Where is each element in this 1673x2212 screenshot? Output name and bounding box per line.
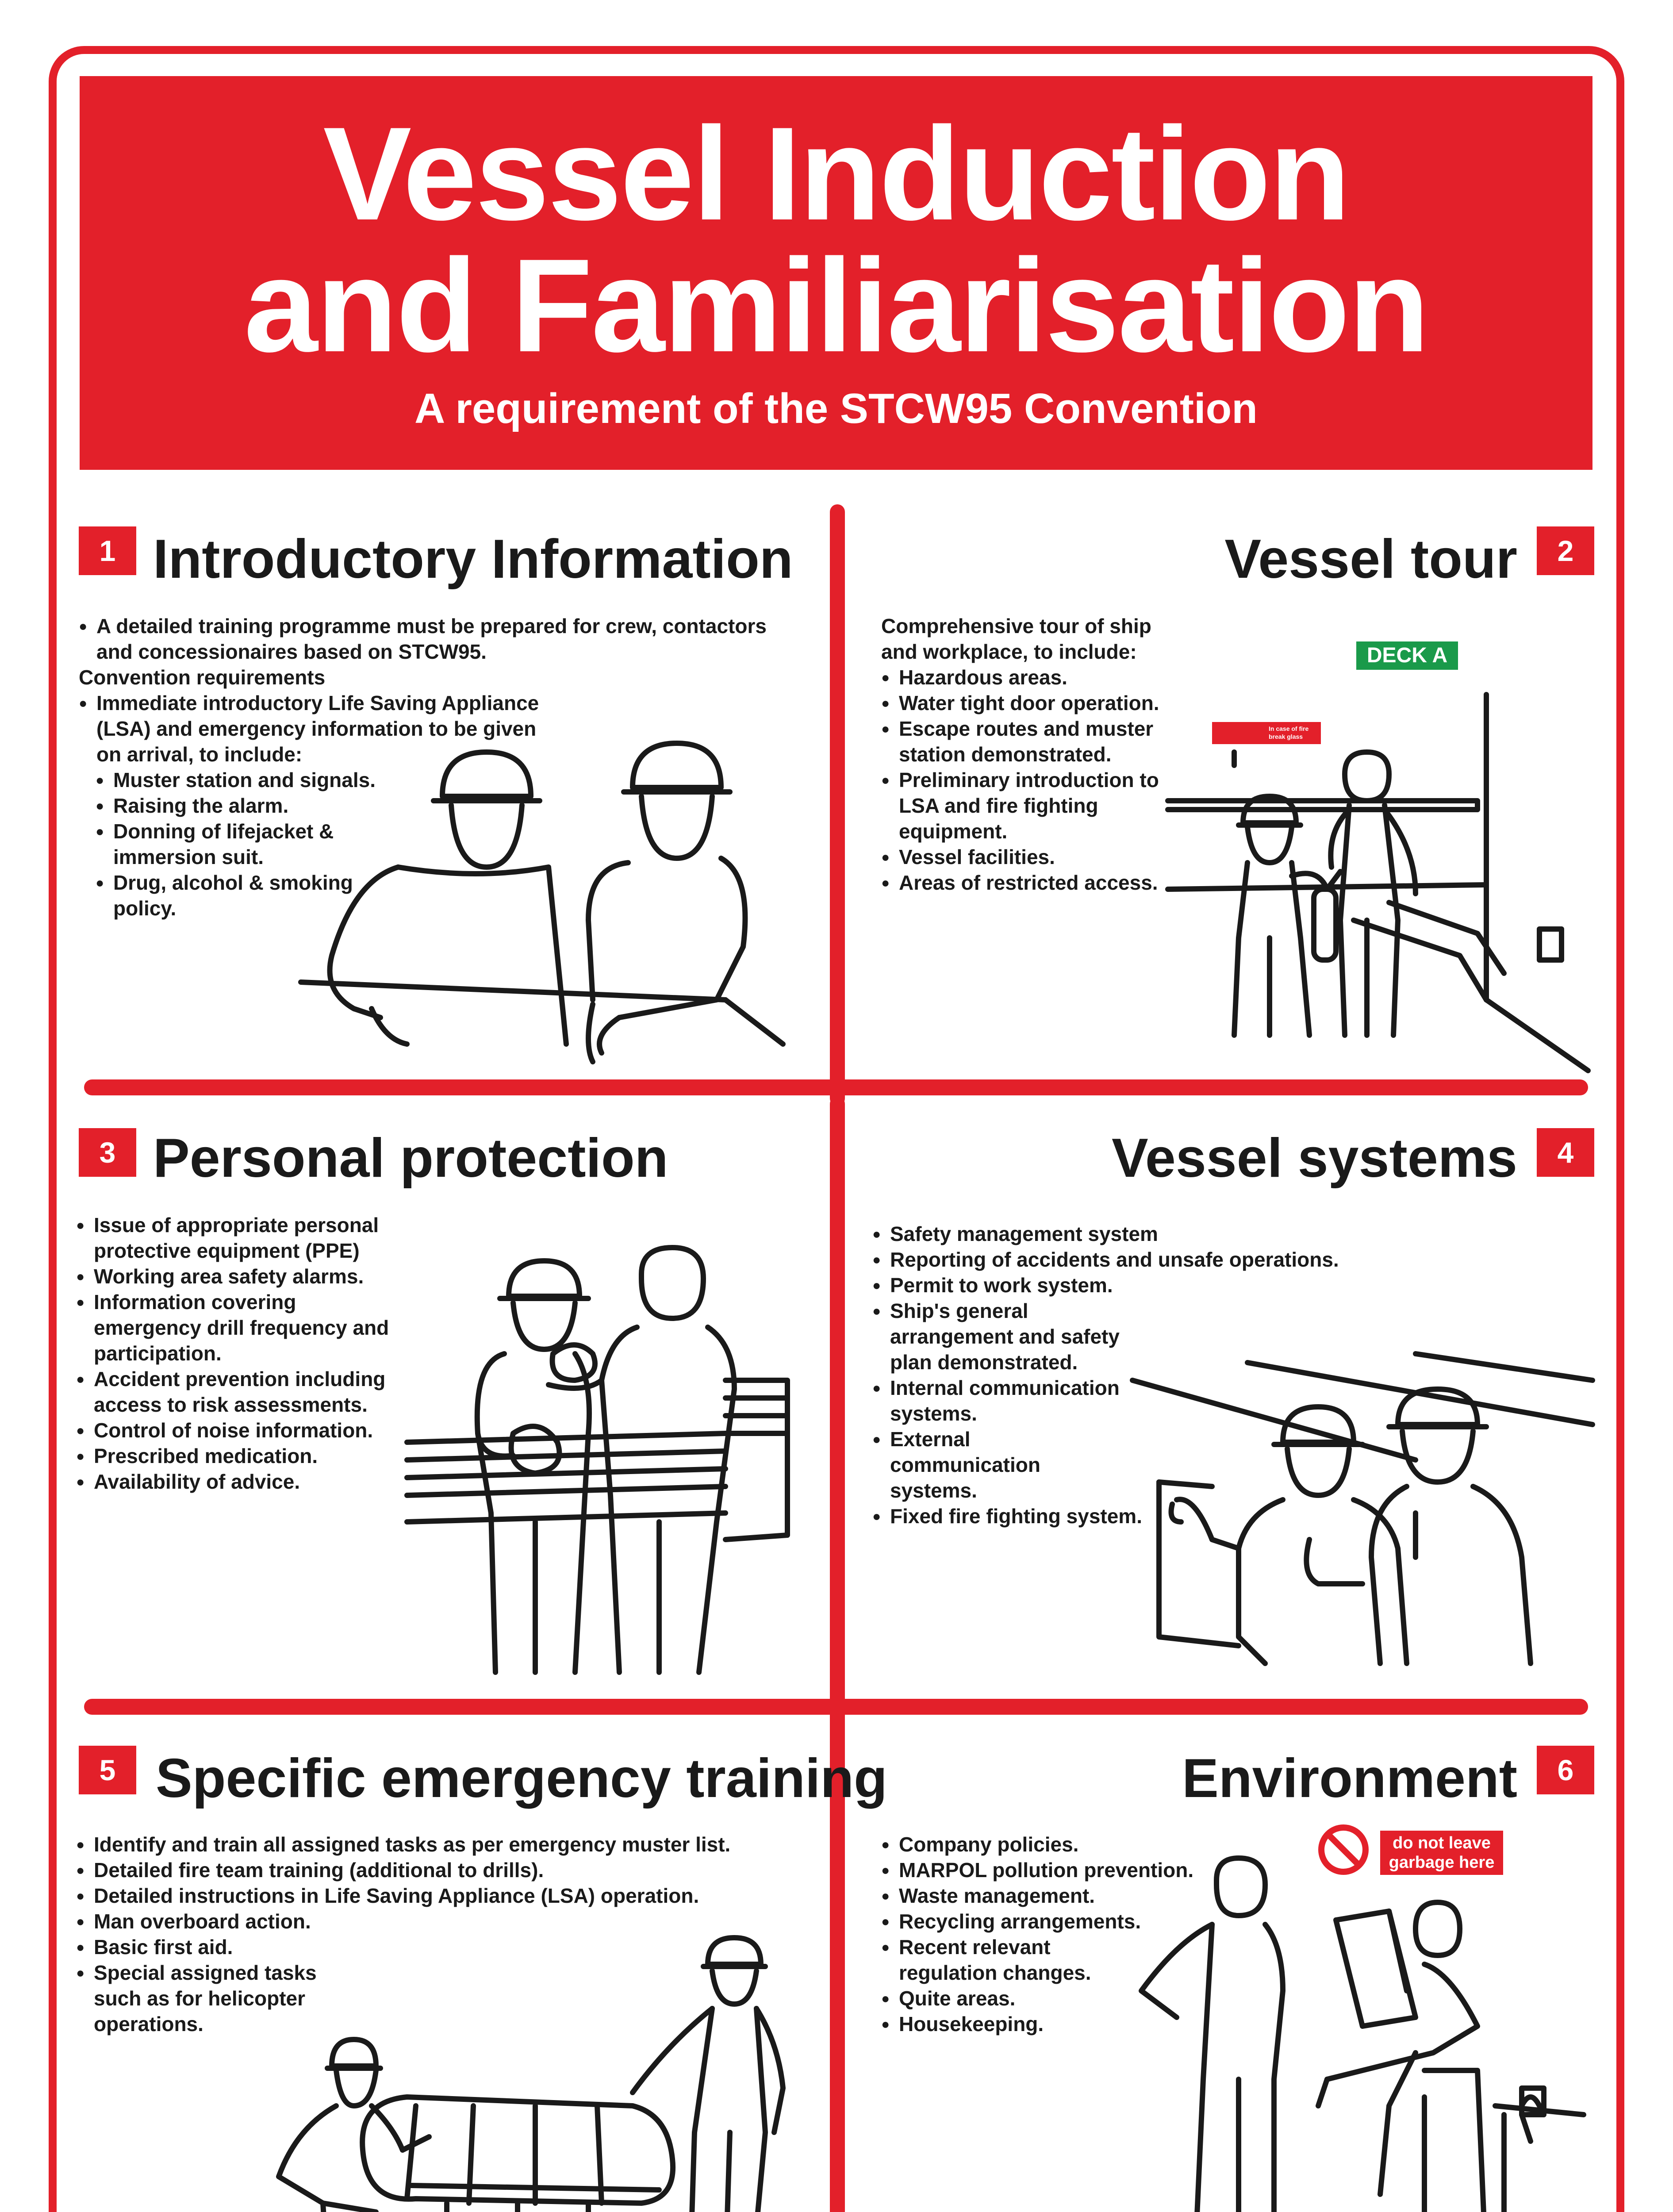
section-3-title: Personal protection — [153, 1128, 668, 1189]
section-5-title: Specific emergency training — [156, 1748, 887, 1809]
section-2-item: ● Preliminary introduction to LSA and fire fighting equipment. — [881, 767, 1191, 844]
section-5-item: ● Identify and train all assigned tasks as per emergency muster list. — [76, 1832, 775, 1857]
divider-horizontal-2 — [84, 1699, 1588, 1715]
header-banner — [80, 76, 1592, 470]
deck-a-sign: DECK A — [1356, 641, 1458, 670]
section-6-item: ● Housekeeping. — [881, 2011, 1200, 2037]
section-3-item: ● Control of noise information. — [76, 1417, 399, 1443]
section-4-item: ● Reporting of accidents and unsafe operations. — [872, 1247, 1359, 1272]
section-2-item: ● Water tight door operation. — [881, 690, 1191, 716]
illustration-ppe-handover — [407, 1248, 796, 1681]
section-5-item: ● Man overboard action. — [76, 1909, 775, 1934]
section-5-item: ● Basic first aid. — [76, 1934, 775, 1960]
section-6-item: ● Quite areas. — [881, 1985, 1200, 2011]
section-3-number: 3 — [79, 1128, 136, 1177]
section-6-item: ● Company policies. — [881, 1832, 1200, 1857]
illustration-vessel-tour — [1168, 690, 1610, 1071]
section-5-item: ● Detailed fire team training (additional to drills). — [76, 1857, 775, 1883]
illustration-liferaft-training — [270, 1929, 801, 2212]
section-6-title: Environment — [1182, 1748, 1517, 1809]
section-6-number: 6 — [1537, 1746, 1594, 1794]
section-4-title: Vessel systems — [1112, 1128, 1517, 1189]
section-3-text — [76, 1212, 399, 1494]
section-3-item: ● Accident prevention including access to risk assessments. — [76, 1366, 399, 1417]
divider-vertical-top — [830, 504, 845, 1106]
section-5-number: 5 — [79, 1746, 136, 1794]
divider-horizontal-1 — [84, 1079, 1588, 1095]
section-1-heading: Convention requirements — [79, 666, 326, 689]
section-2-text — [881, 613, 1191, 895]
section-2-item: ● Vessel facilities. — [881, 844, 1191, 870]
section-5-item: ● Detailed instructions in Life Saving Appliance (LSA) operation. — [76, 1883, 775, 1909]
title-line-1: Vessel Induction — [323, 99, 1349, 248]
section-4-item: ● Ship's general arrangement and safety plan demonstrated. — [872, 1298, 1138, 1375]
section-1-intro: ● A detailed training programme must be prepared for crew, contactors and concessionaires based on STCW95. — [79, 613, 769, 664]
section-1-item: ● Muster station and signals. — [79, 767, 380, 793]
title-line-2: and Familiarisation — [244, 231, 1428, 380]
section-1-lead: ● Immediate introductory Life Saving Appliance (LSA) and emergency information to be given on arrival, to include: — [79, 690, 565, 767]
section-6-item: ● Waste management. — [881, 1883, 1200, 1909]
divider-vertical-middle — [830, 1096, 845, 1716]
section-4-item: ● Fixed fire fighting system. — [872, 1503, 1359, 1529]
garbage-sign: do not leave garbage here — [1380, 1831, 1503, 1875]
section-1-number: 1 — [79, 526, 136, 575]
section-2-number: 2 — [1537, 526, 1594, 575]
subtitle: A requirement of the STCW95 Convention — [414, 385, 1258, 432]
section-3-item: ● Working area safety alarms. — [76, 1263, 399, 1289]
section-6-item: ● Recent relevant regulation changes. — [881, 1934, 1120, 1985]
section-6-item: ● Recycling arrangements. — [881, 1909, 1200, 1934]
section-4-number: 4 — [1537, 1128, 1594, 1177]
section-3-item: ● Issue of appropriate personal protective equipment (PPE) — [76, 1212, 399, 1263]
illustration-two-workers-at-desk — [283, 734, 796, 1079]
section-3-item: ● Availability of advice. — [76, 1469, 399, 1494]
illustration-vessel-systems — [1132, 1354, 1592, 1690]
section-2-item: ● Areas of restricted access. — [881, 870, 1191, 895]
illustration-environment — [1141, 1858, 1584, 2212]
section-1-item: ● Drug, alcohol & smoking policy. — [79, 870, 380, 921]
section-1-title: Introductory Information — [153, 529, 793, 590]
section-6-item: ● MARPOL pollution prevention. — [881, 1857, 1200, 1883]
section-2-item: ● Hazardous areas. — [881, 664, 1191, 690]
section-5-item: ● Special assigned tasks such as for helicopter operations. — [76, 1960, 324, 2037]
section-1-item: ● Raising the alarm. — [79, 793, 380, 818]
section-4-item: ● Safety management system — [872, 1221, 1359, 1247]
section-4-item: ● Permit to work system. — [872, 1272, 1359, 1298]
section-4-item: ● External communication systems. — [872, 1426, 1120, 1503]
call-point-label: In case of fire break glass — [1269, 725, 1309, 740]
section-1-item: ● Donning of lifejacket & immersion suit. — [79, 818, 380, 870]
section-2-intro: Comprehensive tour of ship and workplace, to include: — [881, 614, 1151, 663]
section-4-item: ● Internal communication systems. — [872, 1375, 1120, 1426]
section-3-item: ● Information covering emergency drill frequency and participation. — [76, 1289, 399, 1366]
section-2-item: ● Escape routes and muster station demonstrated. — [881, 716, 1191, 767]
section-3-item: ● Prescribed medication. — [76, 1443, 399, 1469]
section-2-title: Vessel tour — [1224, 529, 1517, 590]
